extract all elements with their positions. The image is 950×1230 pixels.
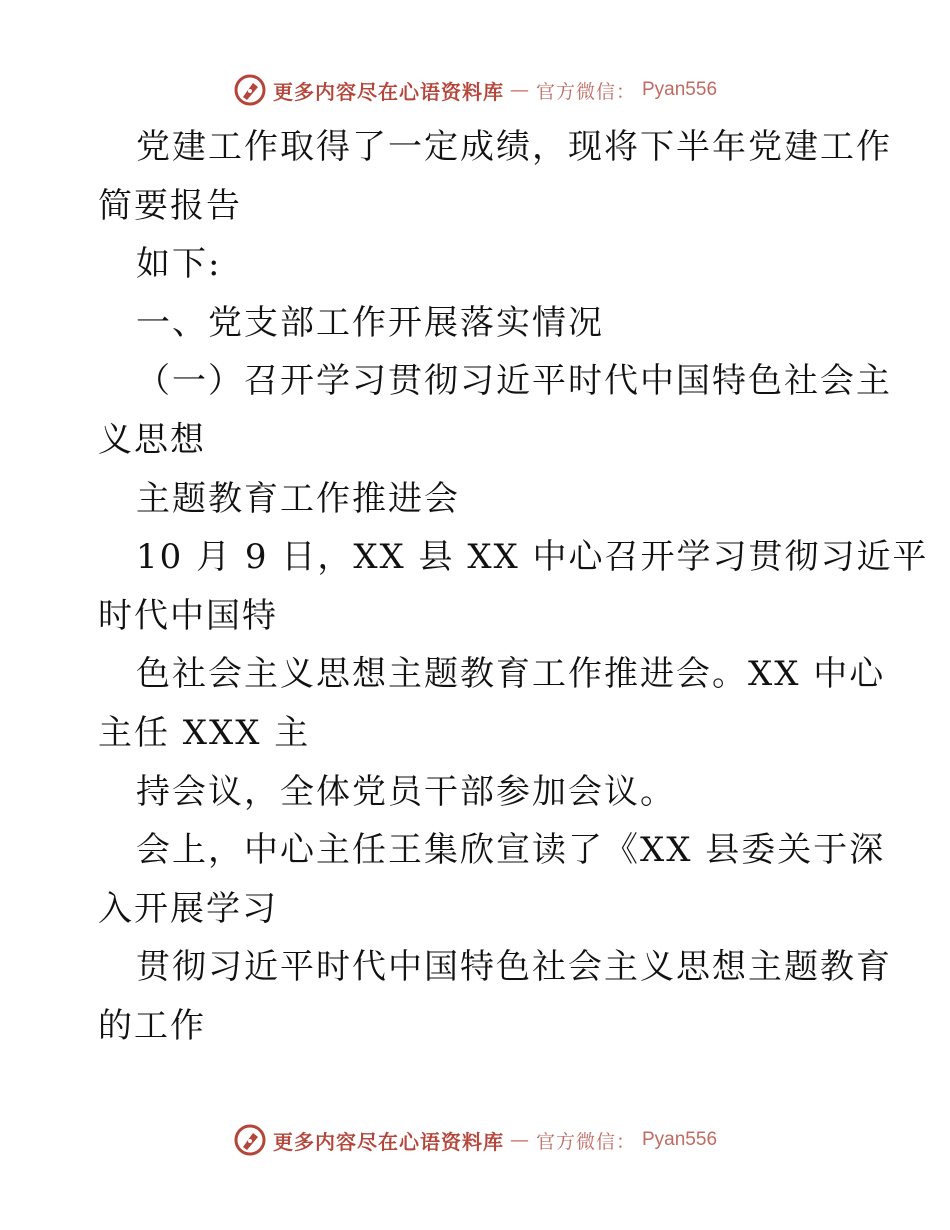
paragraph-line: （一）召开学习贯彻习近平时代中国特色社会主 <box>136 361 892 402</box>
banner-suffix-text: 官方微信： <box>535 80 636 103</box>
banner-wechat-id: Pyan556 <box>642 1129 718 1150</box>
paragraph-line: 一、党支部工作开展落实情况 <box>136 302 604 343</box>
banner-main-text: 更多内容尽在心语资料库 <box>272 79 504 104</box>
banner-separator: — <box>509 79 530 101</box>
pen-nib-logo-icon <box>233 73 267 107</box>
paragraph-line: 会上，中心主任王集欣宣读了《XX 县委关于深 <box>136 830 886 871</box>
header-banner <box>0 70 950 110</box>
footer-banner <box>0 1120 950 1160</box>
banner-separator: — <box>509 1129 530 1151</box>
paragraph-line: 主任 XXX 主 <box>98 712 311 753</box>
paragraph-line: 主题教育工作推进会 <box>136 478 460 519</box>
pen-nib-logo-icon <box>233 1123 267 1157</box>
paragraph-line: 时代中国特 <box>98 595 278 636</box>
paragraph-line: 简要报告 <box>98 185 242 226</box>
paragraph-line: 的工作 <box>98 1005 206 1046</box>
paragraph-line: 如下: <box>136 244 222 285</box>
paragraph-line: 义思想 <box>98 419 206 460</box>
paragraph-line: 持会议，全体党员干部参加会议。 <box>136 771 676 812</box>
document-body <box>98 118 929 1056</box>
paragraph-line: 10 月 9 日，XX 县 XX 中心召开学习贯彻习近平 <box>136 537 929 578</box>
banner-main-text: 更多内容尽在心语资料库 <box>272 1129 504 1154</box>
paragraph-line: 入开展学习 <box>98 888 278 929</box>
paragraph-line: 党建工作取得了一定成绩，现将下半年党建工作 <box>136 127 892 167</box>
banner-wechat-id: Pyan556 <box>642 79 718 100</box>
banner-suffix-text: 官方微信： <box>535 1130 636 1153</box>
paragraph-line: 贯彻习近平时代中国特色社会主义思想主题教育 <box>136 947 892 988</box>
paragraph-line: 色社会主义思想主题教育工作推进会。XX 中心 <box>136 654 886 695</box>
